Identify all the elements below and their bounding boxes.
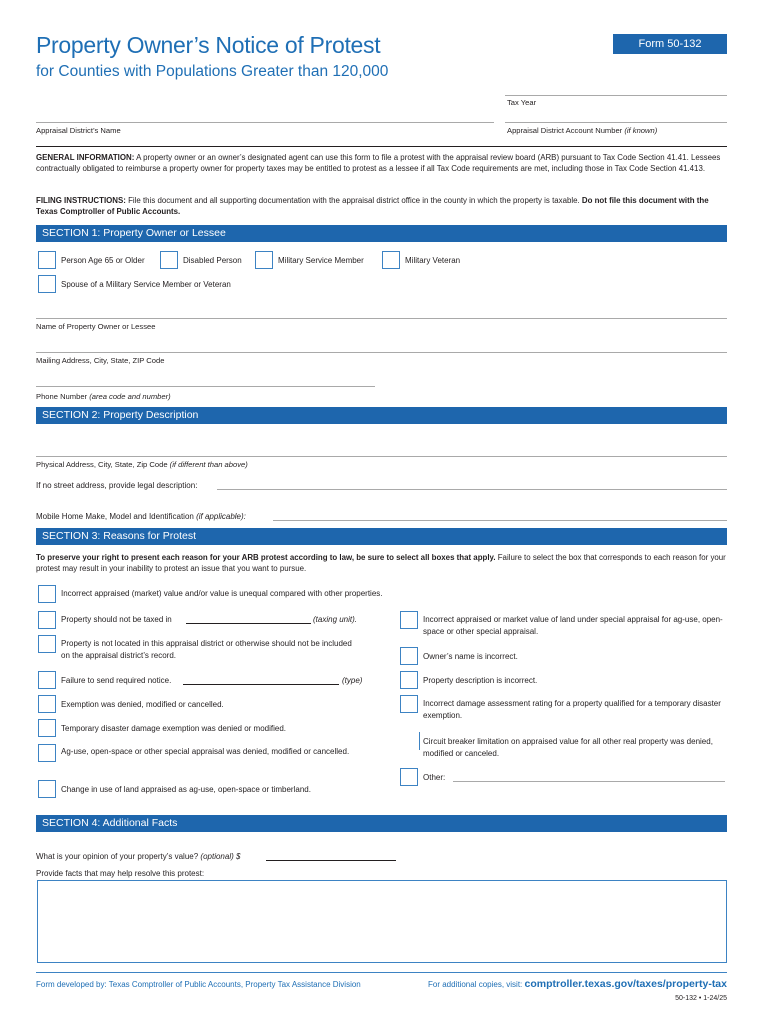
military-veteran-label: Military Veteran [405,256,461,265]
age-65-label: Person Age 65 or Older [61,256,145,265]
district-name-field[interactable] [36,122,494,123]
other-reason-field[interactable] [453,781,725,782]
physical-address-label: Physical Address, City, State, Zip Code (if different than above) [36,460,248,469]
military-spouse-label: Spouse of a Military Service Member or Veteran [61,280,231,289]
section-3-heading: SECTION 3: Reasons for Protest [36,528,727,545]
form-revision-code: 50-132 • 1-24/25 [675,995,727,1002]
owner-name-field[interactable] [36,318,727,319]
owner-name-label: Name of Property Owner or Lessee [36,322,156,331]
taxing-unit-field[interactable] [186,623,311,624]
phone-label: Phone Number (area code and number) [36,392,171,401]
exemption-checkbox[interactable] [38,695,56,713]
notice-type-field[interactable] [183,684,339,685]
section-1-heading: SECTION 1: Property Owner or Lessee [36,225,727,242]
disabled-person-label: Disabled Person [183,256,242,265]
other-label: Other: [423,773,446,782]
description-incorrect-label: Property description is incorrect. [423,676,538,685]
opinion-value-field[interactable] [266,860,396,861]
owner-name-incorrect-label: Owner’s name is incorrect. [423,652,518,661]
district-name-label: Appraisal District’s Name [36,126,121,135]
other-checkbox[interactable] [400,768,418,786]
tax-year-label: Tax Year [507,98,537,107]
section-3-intro: To preserve your right to present each reason for your ARB protest according to law, be sure to select all boxes that apply. Failure to select the box that corresponds to each reason for your protest may result in your inability to protest an issue that you want to pursue. [36,553,726,574]
filing-instructions: FILING INSTRUCTIONS: File this document and all supporting documentation with the appraisal district office in the county in which the property is taxable. Do not file this document with the Texas Comptroller of Public Accounts. [36,196,709,217]
opinion-value-label: What is your opinion of your property’s value? (optional) $ [36,852,241,861]
circuit-breaker-checkbox[interactable] [419,732,420,750]
facts-label: Provide facts that may help resolve this protest: [36,869,205,878]
mobile-home-label: Mobile Home Make, Model and Identification (if applicable): [36,512,246,521]
owner-name-incorrect-checkbox[interactable] [400,647,418,665]
phone-field[interactable] [36,386,375,387]
additional-copies: For additional copies, visit: comptroller.texas.gov/taxes/property-tax [428,978,727,990]
change-use-label: Change in use of land appraised as ag-use, open-space or timberland. [61,785,311,794]
comptroller-link[interactable]: comptroller.texas.gov/taxes/property-tax [524,978,727,990]
military-member-label: Military Service Member [278,256,364,265]
mailing-address-field[interactable] [36,352,727,353]
ag-use-checkbox[interactable] [38,744,56,762]
developed-by: Form developed by: Texas Comptroller of Public Accounts, Property Tax Assistance Division [36,980,361,989]
ag-use-label: Ag-use, open-space or other special appraisal was denied, modified or cancelled. [61,747,350,756]
account-number-label: Appraisal District Account Number (if known) [507,126,658,135]
facts-textbox[interactable] [37,880,727,963]
special-land-checkbox[interactable] [400,611,418,629]
legal-description-field[interactable] [217,489,727,490]
description-incorrect-checkbox[interactable] [400,671,418,689]
taxing-unit-note: (taxing unit). [313,615,358,624]
mailing-address-label: Mailing Address, City, State, ZIP Code [36,356,165,365]
form-number-badge: Form 50-132 [613,34,727,54]
legal-description-label: If no street address, provide legal description: [36,481,198,490]
age-65-checkbox[interactable] [38,251,56,269]
tax-year-field[interactable] [505,95,727,96]
military-spouse-checkbox[interactable] [38,275,56,293]
disabled-person-checkbox[interactable] [160,251,178,269]
not-taxed-label: Property should not be taxed in [61,615,172,624]
divider [36,146,727,147]
not-located-label: Property is not located in this appraisal district or otherwise should not be included on the appraisal district’s record. [61,639,352,660]
notice-type-note: (type) [342,676,363,685]
damage-rating-label: Incorrect damage assessment rating for a property qualified for a temporary disaster exemption. [423,699,721,720]
disaster-checkbox[interactable] [38,719,56,737]
incorrect-value-label: Incorrect appraised (market) value and/or value is unequal compared with other properties. [61,589,383,598]
general-information: GENERAL INFORMATION: A property owner or an owner’s designated agent can use this form to file a protest with the appraisal review board (ARB) pursuant to Tax Code Section 41.41. Lessees contractually obligated to reimburse a property owner for property taxes may be entitled to protest as a lessee if all Tax Code requirements are met, including those in Tax Code Section 41.413. [36,153,721,174]
notice-checkbox[interactable] [38,671,56,689]
mobile-home-field[interactable] [273,520,727,521]
special-land-label: Incorrect appraised or market value of land under special appraisal for ag-use, open-space or other special appraisal. [423,615,723,636]
exemption-label: Exemption was denied, modified or cancelled. [61,700,224,709]
physical-address-field[interactable] [36,456,727,457]
notice-label: Failure to send required notice. [61,676,172,685]
disaster-label: Temporary disaster damage exemption was denied or modified. [61,724,287,733]
footer-divider [36,972,727,973]
military-member-checkbox[interactable] [255,251,273,269]
damage-rating-checkbox[interactable] [400,695,418,713]
military-veteran-checkbox[interactable] [382,251,400,269]
change-use-checkbox[interactable] [38,780,56,798]
form-subtitle: for Counties with Populations Greater than 120,000 [36,63,389,80]
account-number-field[interactable] [505,122,727,123]
not-located-checkbox[interactable] [38,635,56,653]
form-title: Property Owner’s Notice of Protest [36,32,381,58]
not-taxed-checkbox[interactable] [38,611,56,629]
section-2-heading: SECTION 2: Property Description [36,407,727,424]
section-4-heading: SECTION 4: Additional Facts [36,815,727,832]
incorrect-value-checkbox[interactable] [38,585,56,603]
circuit-breaker-label: Circuit breaker limitation on appraised value for all other real property was denied, modified or canceled. [423,737,713,758]
